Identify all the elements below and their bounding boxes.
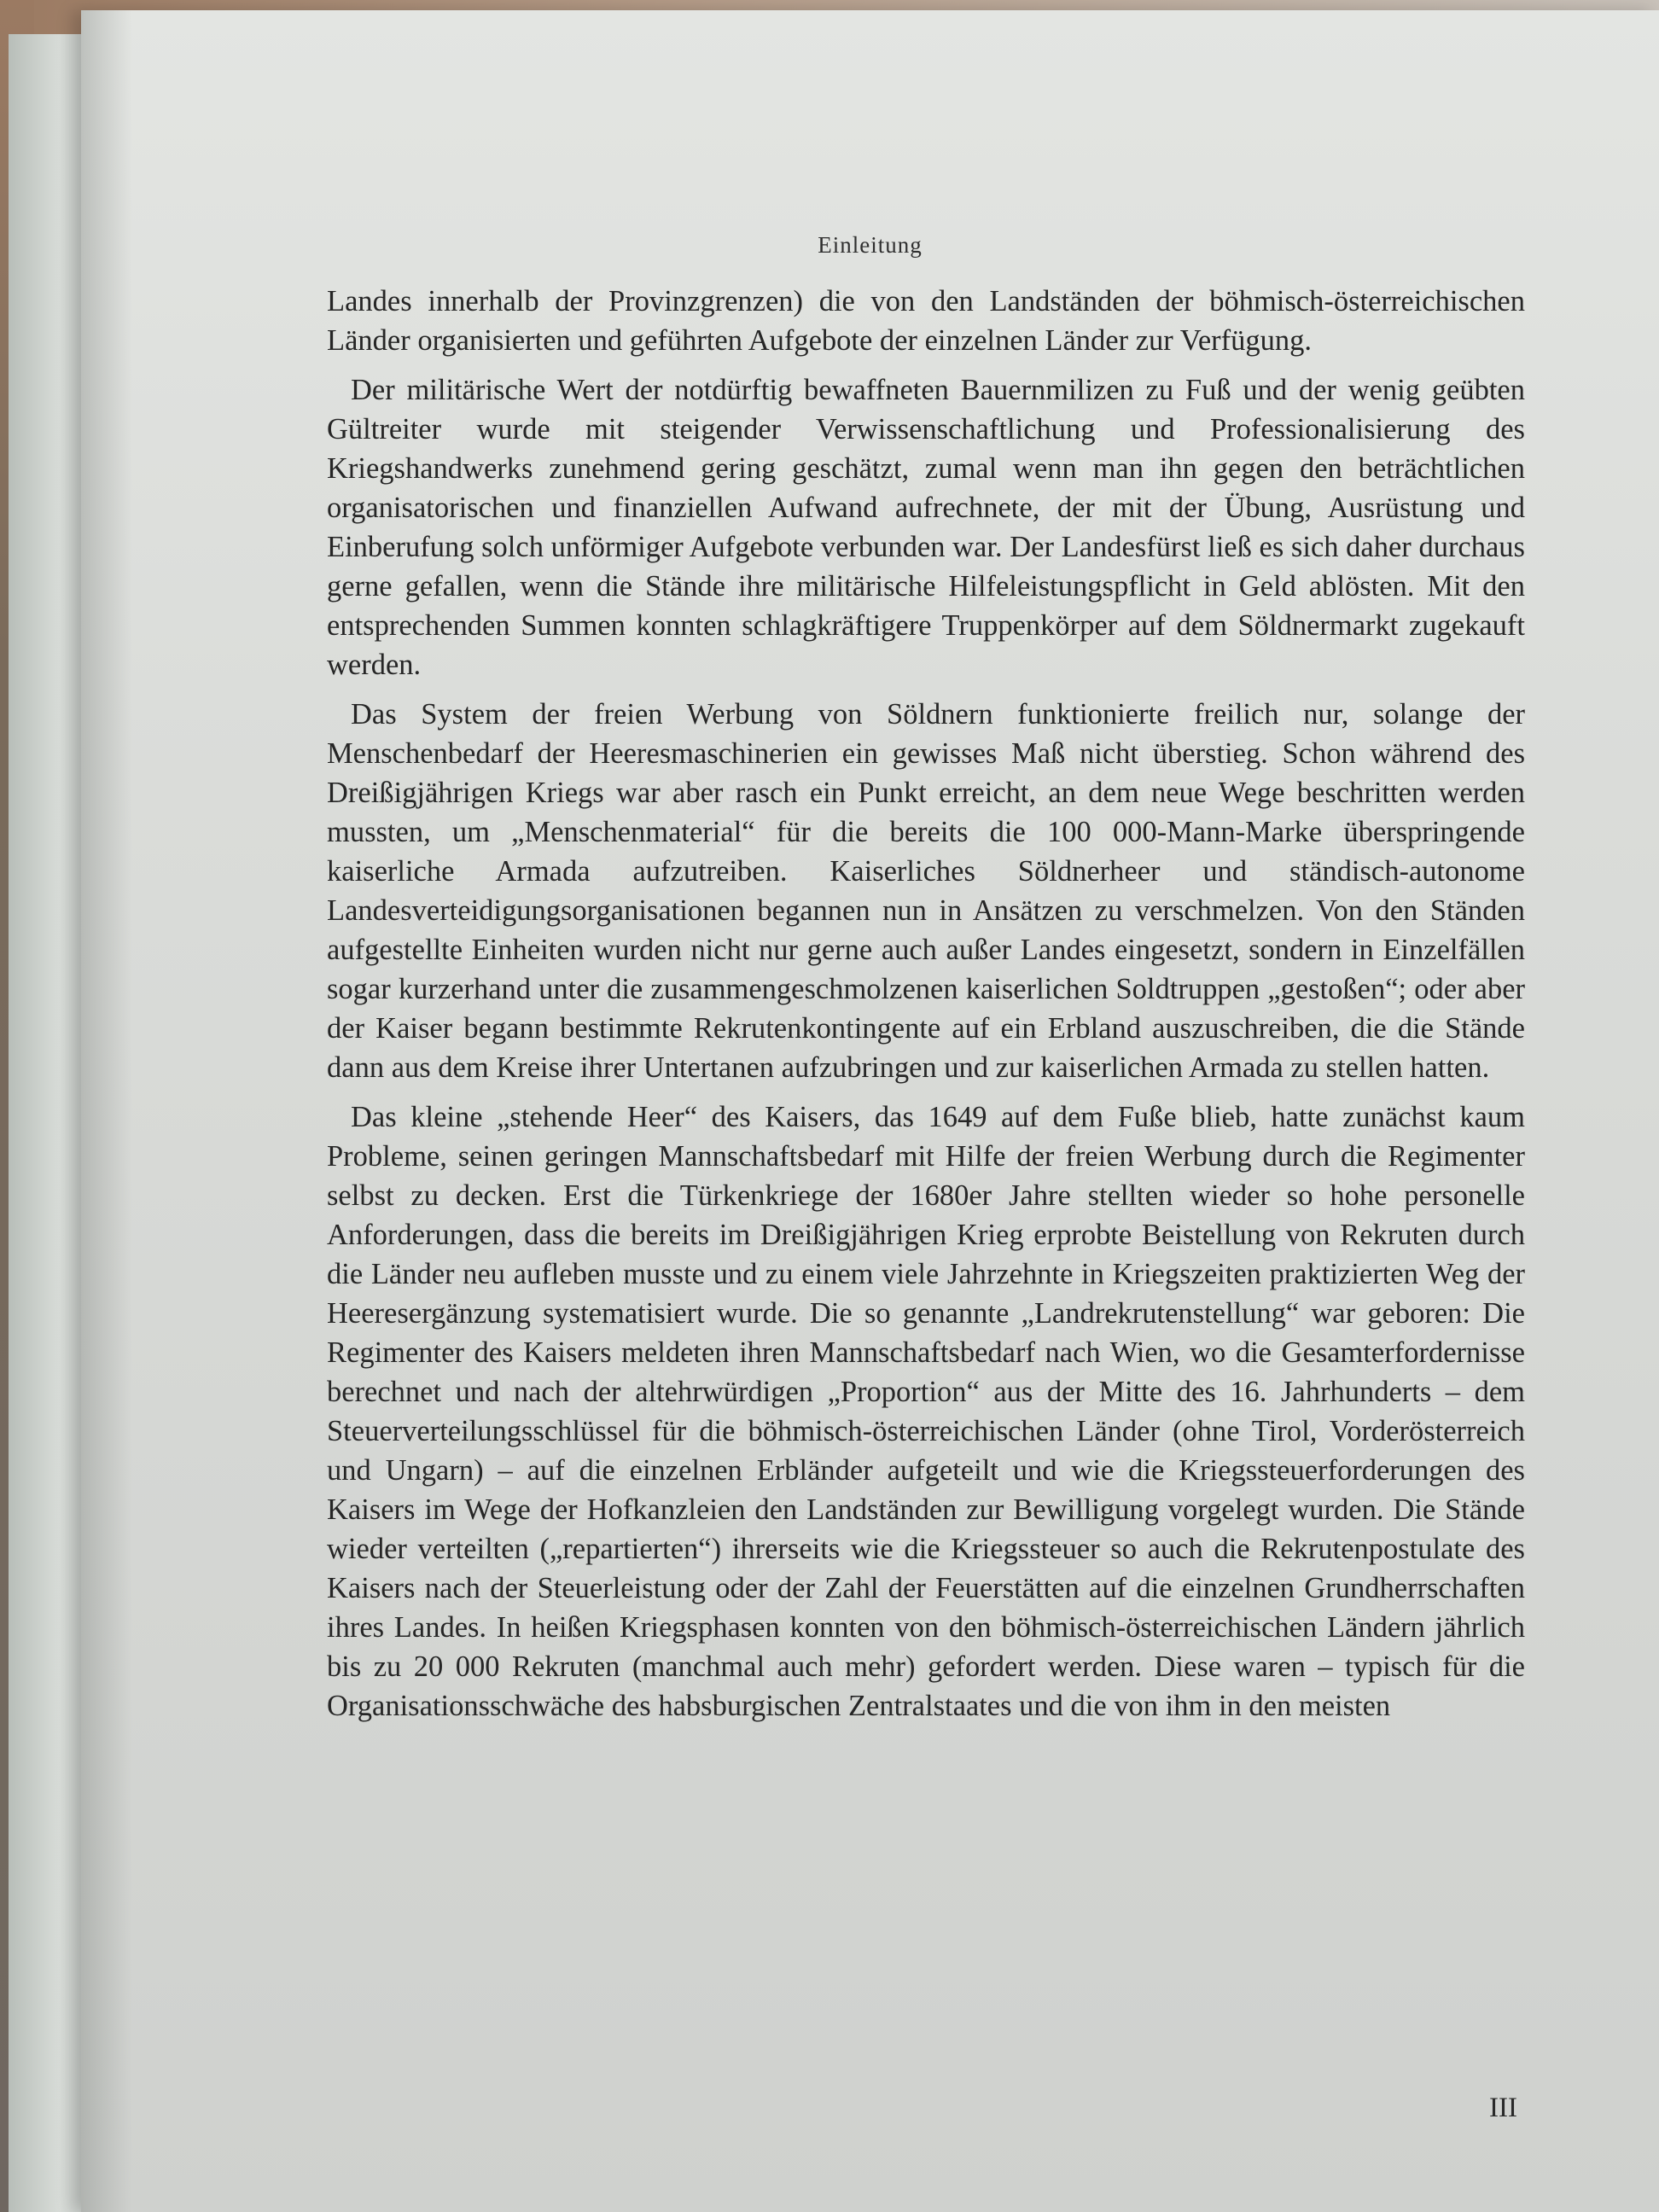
gutter-shadow [81, 10, 132, 2212]
paragraph-1: Landes innerhalb der Provinzgrenzen) die von den Landständen der böhmisch-österreichischen Länder organisierten und geführten Aufgebote der einzelnen Länder zur Verfügung. [327, 285, 1525, 357]
paragraph-3: Das System der freien Werbung von Söldnern funktionierte freilich nur, solange der Menschenbedarf der Heeresmaschinerien ein gewisses Maß nicht überstieg. Schon während des Dreißigjährigen Kriegs war aber rasch ein Punkt erreicht, an dem neue Wege beschritten werden mussten, um „Menschenmaterial“ für die bereits die 100 000-Mann-Marke überspringende kaiserliche Armada aufzutreiben. Kaiserliches Söldnerheer und ständisch-autonome Landesverteidigungsorganisationen begannen nun in Ansätzen zu verschmelzen. Von den Ständen aufgestellte Einheiten wurden nicht nur gerne auch außer Landes eingesetzt, sondern in Einzelfällen sogar kurzerhand unter die zusammengeschmolzenen kaiserlichen Soldtruppen „gestoßen“; oder aber der Kaiser begann bestimmte Rekrutenkontingente auf ein Erbland auszuschreiben, die die Stände dann aus dem Kreise ihrer Untertanen aufzubringen und zur kaiserlichen Armada zu stellen hatten. [327, 698, 1525, 1084]
paragraph-2: Der militärische Wert der notdürftig bewaffneten Bauernmilizen zu Fuß und der wenig geübten Gültreiter wurde mit steigender Verwissenschaftlichung und Professionalisierung des Kriegshandwerks zunehmend gering geschätzt, zumal wenn man ihn gegen den beträchtlichen organisatorischen und finanziellen Aufwand aufrechnete, der mit der Übung, Ausrüstung und Einberufung solch unförmiger Aufgebote verbunden war. Der Landesfürst ließ es sich daher durchaus gerne gefallen, wenn die Stände ihre militärische Hilfeleistungspflicht in Geld ablösten. Mit den entsprechenden Summen konnten schlagkräftigere Truppenkörper auf dem Söldnermarkt zugekauft werden. [327, 374, 1525, 681]
paragraph-4: Das kleine „stehende Heer“ des Kaisers, das 1649 auf dem Fuße blieb, hatte zunächst kaum Probleme, seinen geringen Mannschaftsbedarf mit Hilfe der freien Werbung durch die Regimenter selbst zu decken. Erst die Türkenkriege der 1680er Jahre stellten wieder so hohe personelle Anforderungen, dass die bereits im Dreißigjährigen Krieg erprobte Beistellung von Rekruten durch die Länder neu aufleben musste und zu einem viele Jahrzehnte in Kriegszeiten praktizierten Weg der Heeresergänzung systematisiert wurde. Die so genannte „Landrekrutenstellung“ war geboren: Die Regimenter des Kaisers meldeten ihren Mannschaftsbedarf nach Wien, wo die Gesamterfordernisse berechnet und nach der altehrwürdigen „Proportion“ aus der Mitte des 16. Jahrhunderts – dem Steuerverteilungsschlüssel für die böhmisch-österreichischen Länder (ohne Tirol, Vorderösterreich und Ungarn) – auf die einzelnen Erbländer aufgeteilt und wie die Kriegssteuerforderungen des Kaisers im Wege der Hofkanzleien den Landständen zur Bewilligung vorgelegt wurden. Die Stände wieder verteilten („repartierten“) ihrerseits wie die Kriegssteuer so auch die Rekrutenpostulate des Kaisers nach der Steuerleistung oder der Zahl der Feuerstätten auf die einzelnen Grundherrschaften ihres Landes. In heißen Kriegsphasen konnten von den böhmisch-österreichischen Ländern jährlich bis zu 20 000 Rekruten (manchmal auch mehr) gefordert werden. Diese waren – typisch für die Organisationsschwäche des habsburgischen Zentralstaates und die von ihm in den meisten [327, 1101, 1525, 1722]
page-number: III [1489, 2093, 1517, 2123]
book-page [81, 10, 1659, 2212]
running-head: Einleitung [818, 232, 923, 258]
body-text [327, 282, 1525, 1736]
